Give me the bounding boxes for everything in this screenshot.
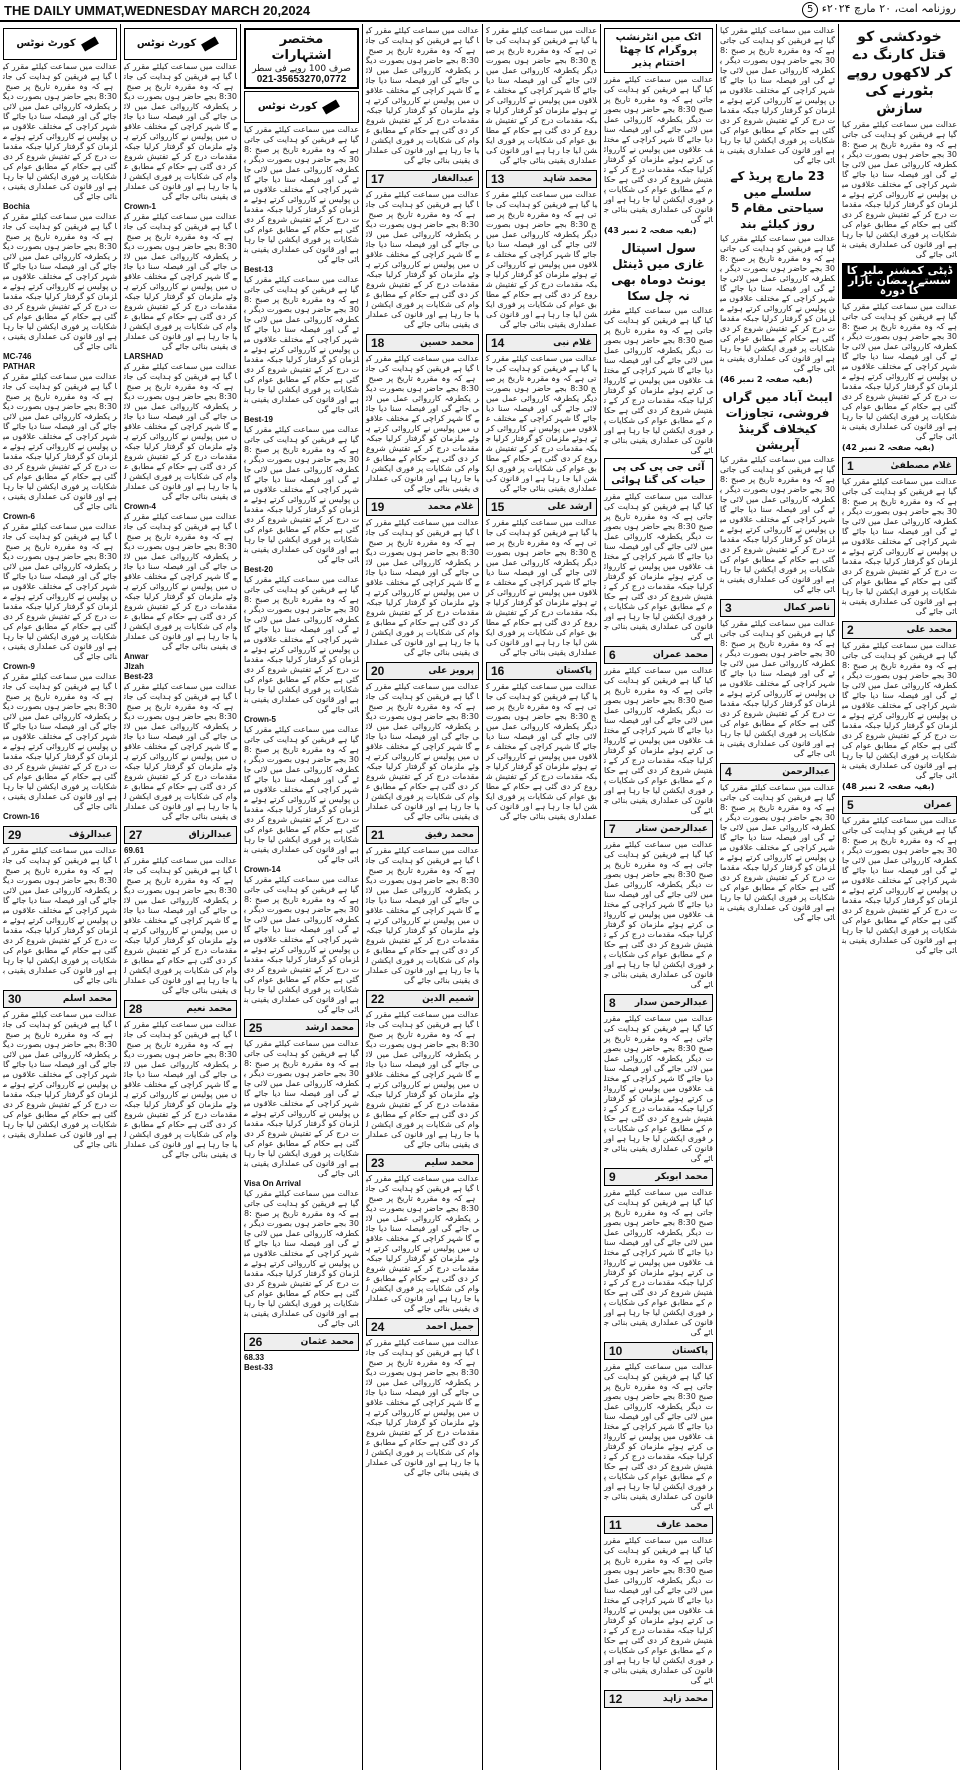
section-number: 17 xyxy=(371,172,385,186)
column-2 xyxy=(716,24,838,1770)
ad-tag: Best-23 xyxy=(124,672,153,681)
article-body: عدالت میں سماعت کیلئے مقرر کیا گیا ہے فریقین کو ہدایت کی جاتی ہے کہ وہ مقررہ تاریخ پر صبح 8:30 بجے حاضر ہوں بصورت دیگر یکطرفہ کارروائی عمل میں لائی جائے گی اور فیصلہ سنا دیا جائے گا شہر کراچی کے مختلف علاقوں میں پولیس نے کارروائی کرتے ہوئے ملزمان کو گرفتار کرلیا جبکہ مقدمات درج کر کے تفتیش شروع کر دی گئی ہے حکام کے مطابق عوام کی شکایات پر فوری ایکشن لیا جا رہا ہے اور قانون کی عملداری یقینی بنائی جائے گی xyxy=(366,1010,479,1149)
ad-tag: Best-19 xyxy=(244,415,273,424)
article-body: عدالت میں سماعت کیلئے مقرر کیا گیا ہے فریقین کو ہدایت کی جاتی ہے کہ وہ مقررہ تاریخ پر صبح 8:30 بجے حاضر ہوں بصورت دیگر یکطرفہ کارروائی عمل میں لائی جائے گی اور فیصلہ سنا دیا جائے گا شہر کراچی کے مختلف علاقوں میں پولیس نے کارروائی کرتے ہوئے ملزمان کو گرفتار کرلیا جبکہ مقدمات درج کر کے تفتیش شروع کر دی گئی ہے حکام کے مطابق عوام کی شکایات پر فوری ایکشن لیا جا رہا ہے اور قانون کی عملداری یقینی بنائی جائے گی xyxy=(366,190,479,329)
section-name: عمران xyxy=(923,800,952,810)
article-body: عدالت میں سماعت کیلئے مقرر کیا گیا ہے فریقین کو ہدایت کی جاتی ہے کہ وہ مقررہ تاریخ پر صبح 8:30 بجے حاضر ہوں بصورت دیگر یکطرفہ کارروائی عمل میں لائی جائے گی اور فیصلہ سنا دیا جائے گا شہر کراچی کے مختلف علاقوں میں پولیس نے کارروائی کرتے ہوئے ملزمان کو گرفتار کرلیا جبکہ مقدمات درج کر کے تفتیش شروع کر دی گئی ہے حکام کے مطابق عوام کی شکایات پر فوری ایکشن لیا جا رہا ہے اور قانون کی عملداری یقینی بنائی جائے گی xyxy=(604,306,713,455)
article-body: عدالت میں سماعت کیلئے مقرر کیا گیا ہے فریقین کو ہدایت کی جاتی ہے کہ وہ مقررہ تاریخ پر صبح 8:30 بجے حاضر ہوں بصورت دیگر یکطرفہ کارروائی عمل میں لائی جائے گی اور فیصلہ سنا دیا جائے گا شہر کراچی کے مختلف علاقوں میں پولیس نے کارروائی کرتے ہوئے ملزمان کو گرفتار کرلیا جبکہ مقدمات درج کر کے تفتیش شروع کر دی گئی ہے حکام کے مطابق عوام کی شکایات پر فوری ایکشن لیا جا رہا ہے اور قانون کی عملداری یقینی بنائی جائے گی xyxy=(842,816,957,955)
article-body: عدالت میں سماعت کیلئے مقرر کیا گیا ہے فریقین کو ہدایت کی جاتی ہے کہ وہ مقررہ تاریخ پر صبح 8:30 بجے حاضر ہوں بصورت دیگر یکطرفہ کارروائی عمل میں لائی جائے گی اور فیصلہ سنا دیا جائے گا شہر کراچی کے مختلف علاقوں میں پولیس نے کارروائی کرتے ہوئے ملزمان کو گرفتار کرلیا جبکہ مقدمات درج کر کے تفتیش شروع کر دی گئی ہے حکام کے مطابق عوام کی شکایات پر فوری ایکشن لیا جا رہا ہے اور قانون کی عملداری یقینی بنائی جائے گی xyxy=(244,275,359,414)
headline-2: 23 مارچ پریڈ کے سلسلے میں سیاحتی مقام 5 روز کیلئے بند xyxy=(730,169,825,231)
continued-ref: (بقیہ صفحہ 2 نمبر 46) xyxy=(720,375,813,384)
article-body: عدالت میں سماعت کیلئے مقرر کیا گیا ہے فریقین کو ہدایت کی جاتی ہے کہ وہ مقررہ تاریخ پر صبح 8:30 بجے حاضر ہوں بصورت دیگر یکطرفہ کارروائی عمل میں لائی جائے گی اور فیصلہ سنا دیا جائے گا شہر کراچی کے مختلف علاقوں میں پولیس نے کارروائی کرتے ہوئے ملزمان کو گرفتار کرلیا جبکہ مقدمات درج کر کے تفتیش شروع کر دی گئی ہے حکام کے مطابق عوام کی شکایات پر فوری ایکشن لیا جا رہا ہے اور قانون کی عملداری یقینی بنائی جائے گی xyxy=(366,846,479,985)
section-name: غلام مصطفیٰ xyxy=(890,461,952,471)
article-body: عدالت میں سماعت کیلئے مقرر کیا گیا ہے فریقین کو ہدایت کی جاتی ہے کہ وہ مقررہ تاریخ پر صبح 8:30 بجے حاضر ہوں بصورت دیگر یکطرفہ کارروائی عمل میں لائی جائے گی اور فیصلہ سنا دیا جائے گا شہر کراچی کے مختلف علاقوں میں پولیس نے کارروائی کرتے ہوئے ملزمان کو گرفتار کرلیا جبکہ مقدمات درج کر کے تفتیش شروع کر دی گئی ہے حکام کے مطابق عوام کی شکایات پر فوری ایکشن لیا جا رہا ہے اور قانون کی عملداری یقینی بنائی جائے گی xyxy=(244,1039,359,1178)
section-header xyxy=(486,334,597,352)
article-body: عدالت میں سماعت کیلئے مقرر کیا گیا ہے فریقین کو ہدایت کی جاتی ہے کہ وہ مقررہ تاریخ پر صبح 8:30 بجے حاضر ہوں بصورت دیگر یکطرفہ کارروائی عمل میں لائی جائے گی اور فیصلہ سنا دیا جائے گا شہر کراچی کے مختلف علاقوں میں پولیس نے کارروائی کرتے ہوئے ملزمان کو گرفتار کرلیا جبکہ مقدمات درج کر کے تفتیش شروع کر دی گئی ہے حکام کے مطابق عوام کی شکایات پر فوری ایکشن لیا جا رہا ہے اور قانون کی عملداری یقینی بنائی جائے گی xyxy=(485,518,597,657)
article-body: عدالت میں سماعت کیلئے مقرر کیا گیا ہے فریقین کو ہدایت کی جاتی ہے کہ وہ مقررہ تاریخ پر صبح 8:30 بجے حاضر ہوں بصورت دیگر یکطرفہ کارروائی عمل میں لائی جائے گی اور فیصلہ سنا دیا جائے گا شہر کراچی کے مختلف علاقوں میں پولیس نے کارروائی کرتے ہوئے ملزمان کو گرفتار کرلیا جبکہ مقدمات درج کر کے تفتیش شروع کر دی گئی ہے حکام کے مطابق عوام کی شکایات پر فوری ایکشن لیا جا رہا ہے اور قانون کی عملداری یقینی بنائی جائے گی xyxy=(244,725,359,864)
ad-tag: Best-20 xyxy=(244,565,273,574)
ad-tag: Best-13 xyxy=(244,265,273,274)
section-number: 23 xyxy=(371,1156,385,1170)
ad-name: LARSHAD xyxy=(124,352,164,361)
article-body: عدالت میں سماعت کیلئے مقرر کیا گیا ہے فریقین کو ہدایت کی جاتی ہے کہ وہ مقررہ تاریخ پر صبح 8:30 بجے حاضر ہوں بصورت دیگر یکطرفہ کارروائی عمل میں لائی جائے گی اور فیصلہ سنا دیا جائے گا شہر کراچی کے مختلف علاقوں میں پولیس نے کارروائی کرتے ہوئے ملزمان کو گرفتار کرلیا جبکہ مقدمات درج کر کے تفتیش شروع کر دی گئی ہے حکام کے مطابق عوام کی شکایات پر فوری ایکشن لیا جا رہا ہے اور قانون کی عملداری یقینی بنائی جائے گی xyxy=(604,1188,713,1337)
section-header xyxy=(366,990,479,1008)
visa-text: Visa On Arrival xyxy=(244,1179,301,1188)
ad-tag: Crown-1 xyxy=(124,202,156,211)
section-name: غلام محمد xyxy=(427,502,474,512)
article-body: عدالت میں سماعت کیلئے مقرر کیا گیا ہے فریقین کو ہدایت کی جاتی ہے کہ وہ مقررہ تاریخ پر صبح 8:30 بجے حاضر ہوں بصورت دیگر یکطرفہ کارروائی عمل میں لائی جائے گی اور فیصلہ سنا دیا جائے گا شہر کراچی کے مختلف علاقوں میں پولیس نے کارروائی کرتے ہوئے ملزمان کو گرفتار کرلیا جبکہ مقدمات درج کر کے تفتیش شروع کر دی گئی ہے حکام کے مطابق عوام کی شکایات پر فوری ایکشن لیا جا رہا ہے اور قانون کی عملداری یقینی بنائی جائے گی xyxy=(842,302,957,441)
section-header xyxy=(366,334,479,352)
article-body: عدالت میں سماعت کیلئے مقرر کیا گیا ہے فریقین کو ہدایت کی جاتی ہے کہ وہ مقررہ تاریخ پر صبح 8:30 بجے حاضر ہوں بصورت دیگر یکطرفہ کارروائی عمل میں لائی جائے گی اور فیصلہ سنا دیا جائے گا شہر کراچی کے مختلف علاقوں میں پولیس نے کارروائی کرتے ہوئے ملزمان کو گرفتار کرلیا جبکہ مقدمات درج کر کے تفتیش شروع کر دی گئی ہے حکام کے مطابق عوام کی شکایات پر فوری ایکشن لیا جا رہا ہے اور قانون کی عملداری یقینی بنائی جائے گی xyxy=(3,672,117,811)
article-body: عدالت میں سماعت کیلئے مقرر کیا گیا ہے فریقین کو ہدایت کی جاتی ہے کہ وہ مقررہ تاریخ پر صبح 8:30 بجے حاضر ہوں بصورت دیگر یکطرفہ کارروائی عمل میں لائی جائے گی اور فیصلہ سنا دیا جائے گا شہر کراچی کے مختلف علاقوں میں پولیس نے کارروائی کرتے ہوئے ملزمان کو گرفتار کرلیا جبکہ مقدمات درج کر کے تفتیش شروع کر دی گئی ہے حکام کے مطابق عوام کی شکایات پر فوری ایکشن لیا جا رہا ہے اور قانون کی عملداری یقینی بنائی جائے گی xyxy=(244,875,359,1014)
column-7 xyxy=(120,24,240,1770)
article-body: عدالت میں سماعت کیلئے مقرر کیا گیا ہے فریقین کو ہدایت کی جاتی ہے کہ وہ مقررہ تاریخ پر صبح 8:30 بجے حاضر ہوں بصورت دیگر یکطرفہ کارروائی عمل میں لائی جائے گی اور فیصلہ سنا دیا جائے گا شہر کراچی کے مختلف علاقوں میں پولیس نے کارروائی کرتے ہوئے ملزمان کو گرفتار کرلیا جبکہ مقدمات درج کر کے تفتیش شروع کر دی گئی ہے حکام کے مطابق عوام کی شکایات پر فوری ایکشن لیا جا رہا ہے اور قانون کی عملداری یقینی بنائی جائے گی xyxy=(366,26,479,165)
ad-name: Jlzah xyxy=(124,662,145,671)
article-body: عدالت میں سماعت کیلئے مقرر کیا گیا ہے فریقین کو ہدایت کی جاتی ہے کہ وہ مقررہ تاریخ پر صبح 8:30 بجے حاضر ہوں بصورت دیگر یکطرفہ کارروائی عمل میں لائی جائے گی اور فیصلہ سنا دیا جائے گا شہر کراچی کے مختلف علاقوں میں پولیس نے کارروائی کرتے ہوئے ملزمان کو گرفتار کرلیا جبکہ مقدمات درج کر کے تفتیش شروع کر دی گئی ہے حکام کے مطابق عوام کی شکایات پر فوری ایکشن لیا جا رہا ہے اور قانون کی عملداری یقینی بنائی جائے گی xyxy=(3,522,117,661)
column-5 xyxy=(362,24,482,1770)
masthead-urdu-text: روزنامہ امت، ۲۰ مارچ ۲۰۲۴ء xyxy=(821,2,956,15)
section-header xyxy=(720,763,835,781)
article-body: عدالت میں سماعت کیلئے مقرر کیا گیا ہے فریقین کو ہدایت کی جاتی ہے کہ وہ مقررہ تاریخ پر صبح 8:30 بجے حاضر ہوں بصورت دیگر یکطرفہ کارروائی عمل میں لائی جائے گی اور فیصلہ سنا دیا جائے گا شہر کراچی کے مختلف علاقوں میں پولیس نے کارروائی کرتے ہوئے ملزمان کو گرفتار کرلیا جبکہ مقدمات درج کر کے تفتیش شروع کر دی گئی ہے حکام کے مطابق عوام کی شکایات پر فوری ایکشن لیا جا رہا ہے اور قانون کی عملداری یقینی بنائی جائے گی xyxy=(3,1010,117,1149)
gavel-icon xyxy=(201,37,219,52)
article-body: عدالت میں سماعت کیلئے مقرر کیا گیا ہے فریقین کو ہدایت کی جاتی ہے کہ وہ مقررہ تاریخ پر صبح 8:30 بجے حاضر ہوں بصورت دیگر یکطرفہ کارروائی عمل میں لائی جائے گی اور فیصلہ سنا دیا جائے گا شہر کراچی کے مختلف علاقوں میں پولیس نے کارروائی کرتے ہوئے ملزمان کو گرفتار کرلیا جبکہ مقدمات درج کر کے تفتیش شروع کر دی گئی ہے حکام کے مطابق عوام کی شکایات پر فوری ایکشن لیا جا رہا ہے اور قانون کی عملداری یقینی بنائی جائے گی xyxy=(720,455,835,594)
section-name: پاکستان xyxy=(556,666,592,676)
column-4 xyxy=(482,24,600,1770)
article-body: عدالت میں سماعت کیلئے مقرر کیا گیا ہے فریقین کو ہدایت کی جاتی ہے کہ وہ مقررہ تاریخ پر صبح 8:30 بجے حاضر ہوں بصورت دیگر یکطرفہ کارروائی عمل میں لائی جائے گی اور فیصلہ سنا دیا جائے گا شہر کراچی کے مختلف علاقوں میں پولیس نے کارروائی کرتے ہوئے ملزمان کو گرفتار کرلیا جبکہ مقدمات درج کر کے تفتیش شروع کر دی گئی ہے حکام کے مطابق عوام کی شکایات پر فوری ایکشن لیا جا رہا ہے اور قانون کی عملداری یقینی بنائی جائے گی xyxy=(485,354,597,493)
article-body: عدالت میں سماعت کیلئے مقرر کیا گیا ہے فریقین کو ہدایت کی جاتی ہے کہ وہ مقررہ تاریخ پر صبح 8:30 بجے حاضر ہوں بصورت دیگر یکطرفہ کارروائی عمل میں لائی جائے گی اور فیصلہ سنا دیا جائے گا شہر کراچی کے مختلف علاقوں میں پولیس نے کارروائی کرتے ہوئے ملزمان کو گرفتار کرلیا جبکہ مقدمات درج کر کے تفتیش شروع کر دی گئی ہے حکام کے مطابق عوام کی شکایات پر فوری ایکشن لیا جا رہا ہے اور قانون کی عملداری یقینی بنائی جائے گی xyxy=(604,666,713,815)
section-number: 11 xyxy=(609,1518,622,1532)
article-body: عدالت میں سماعت کیلئے مقرر کیا گیا ہے فریقین کو ہدایت کی جاتی ہے کہ وہ مقررہ تاریخ پر صبح 8:30 بجے حاضر ہوں بصورت دیگر یکطرفہ کارروائی عمل میں لائی جائے گی اور فیصلہ سنا دیا جائے گا شہر کراچی کے مختلف علاقوں میں پولیس نے کارروائی کرتے ہوئے ملزمان کو گرفتار کرلیا جبکہ مقدمات درج کر کے تفتیش شروع کر دی گئی ہے حکام کے مطابق عوام کی شکایات پر فوری ایکشن لیا جا رہا ہے اور قانون کی عملداری یقینی بنائی جائے گی xyxy=(485,26,597,165)
article-body: عدالت میں سماعت کیلئے مقرر کیا گیا ہے فریقین کو ہدایت کی جاتی ہے کہ وہ مقررہ تاریخ پر صبح 8:30 بجے حاضر ہوں بصورت دیگر یکطرفہ کارروائی عمل میں لائی جائے گی اور فیصلہ سنا دیا جائے گا شہر کراچی کے مختلف علاقوں میں پولیس نے کارروائی کرتے ہوئے ملزمان کو گرفتار کرلیا جبکہ مقدمات درج کر کے تفتیش شروع کر دی گئی ہے حکام کے مطابق عوام کی شکایات پر فوری ایکشن لیا جا رہا ہے اور قانون کی عملداری یقینی بنائی جائے گی xyxy=(244,1189,359,1328)
section-number: 24 xyxy=(371,1320,385,1334)
headline-3: ایبٹ آباد میں گراں فروشی، تجاوزات کیخلاف گرینڈ آپریشن xyxy=(722,390,833,452)
section-header xyxy=(366,662,479,680)
section-number: 28 xyxy=(129,1002,143,1016)
ad-tag: Best-33 xyxy=(244,1363,273,1372)
amount-text: 68.33 xyxy=(244,1353,265,1362)
section-number: 7 xyxy=(609,822,616,836)
court-notice-label: کورٹ نوٹس xyxy=(136,38,197,49)
section-header xyxy=(3,990,117,1008)
section-name: پرویز علی xyxy=(428,666,474,676)
article-body: عدالت میں سماعت کیلئے مقرر کیا گیا ہے فریقین کو ہدایت کی جاتی ہے کہ وہ مقررہ تاریخ پر صبح 8:30 بجے حاضر ہوں بصورت دیگر یکطرفہ کارروائی عمل میں لائی جائے گی اور فیصلہ سنا دیا جائے گا شہر کراچی کے مختلف علاقوں میں پولیس نے کارروائی کرتے ہوئے ملزمان کو گرفتار کرلیا جبکہ مقدمات درج کر کے تفتیش شروع کر دی گئی ہے حکام کے مطابق عوام کی شکایات پر فوری ایکشن لیا جا رہا ہے اور قانون کی عملداری یقینی بنائی جائے گی xyxy=(244,125,359,264)
section-name: محمد زاہد xyxy=(662,1694,708,1704)
section-header xyxy=(604,646,713,664)
article-body: عدالت میں سماعت کیلئے مقرر کیا گیا ہے فریقین کو ہدایت کی جاتی ہے کہ وہ مقررہ تاریخ پر صبح 8:30 بجے حاضر ہوں بصورت دیگر یکطرفہ کارروائی عمل میں لائی جائے گی اور فیصلہ سنا دیا جائے گا شہر کراچی کے مختلف علاقوں میں پولیس نے کارروائی کرتے ہوئے ملزمان کو گرفتار کرلیا جبکہ مقدمات درج کر کے تفتیش شروع کر دی گئی ہے حکام کے مطابق عوام کی شکایات پر فوری ایکشن لیا جا رہا ہے اور قانون کی عملداری یقینی بنائی جائے گی xyxy=(124,1020,237,1159)
section-name: عبدالرحمن سدار xyxy=(634,998,708,1008)
section-number: 26 xyxy=(249,1335,263,1349)
section-header xyxy=(366,1318,479,1336)
section-name: جمیل احمد xyxy=(425,1322,474,1332)
section-header xyxy=(366,498,479,516)
boxed-headline: اٹک میں انٹرنشپ پروگرام کا چھٹا اختتام پذیر xyxy=(604,28,713,73)
section-name: محمد سلیم xyxy=(424,1158,474,1168)
article-body: عدالت میں سماعت کیلئے مقرر کیا گیا ہے فریقین کو ہدایت کی جاتی ہے کہ وہ مقررہ تاریخ پر صبح 8:30 بجے حاضر ہوں بصورت دیگر یکطرفہ کارروائی عمل میں لائی جائے گی اور فیصلہ سنا دیا جائے گا شہر کراچی کے مختلف علاقوں میں پولیس نے کارروائی کرتے ہوئے ملزمان کو گرفتار کرلیا جبکہ مقدمات درج کر کے تفتیش شروع کر دی گئی ہے حکام کے مطابق عوام کی شکایات پر فوری ایکشن لیا جا رہا ہے اور قانون کی عملداری یقینی بنائی جائے گی xyxy=(124,62,237,201)
section-name: پاکستان xyxy=(672,1346,708,1356)
section-number: 2 xyxy=(847,623,854,637)
section-header xyxy=(604,1690,713,1708)
article-body: عدالت میں سماعت کیلئے مقرر کیا گیا ہے فریقین کو ہدایت کی جاتی ہے کہ وہ مقررہ تاریخ پر صبح 8:30 بجے حاضر ہوں بصورت دیگر یکطرفہ کارروائی عمل میں لائی جائے گی اور فیصلہ سنا دیا جائے گا شہر کراچی کے مختلف علاقوں میں پولیس نے کارروائی کرتے ہوئے ملزمان کو گرفتار کرلیا جبکہ مقدمات درج کر کے تفتیش شروع کر دی گئی ہے حکام کے مطابق عوام کی شکایات پر فوری ایکشن لیا جا رہا ہے اور قانون کی عملداری یقینی بنائی جائے گی xyxy=(366,518,479,657)
article-body: عدالت میں سماعت کیلئے مقرر کیا گیا ہے فریقین کو ہدایت کی جاتی ہے کہ وہ مقررہ تاریخ پر صبح 8:30 بجے حاضر ہوں بصورت دیگر یکطرفہ کارروائی عمل میں لائی جائے گی اور فیصلہ سنا دیا جائے گا شہر کراچی کے مختلف علاقوں میں پولیس نے کارروائی کرتے ہوئے ملزمان کو گرفتار کرلیا جبکہ مقدمات درج کر کے تفتیش شروع کر دی گئی ہے حکام کے مطابق عوام کی شکایات پر فوری ایکشن لیا جا رہا ہے اور قانون کی عملداری یقینی بنائی جائے گی xyxy=(604,1362,713,1511)
section-number: 19 xyxy=(371,500,385,514)
section-header xyxy=(244,1333,359,1351)
section-header xyxy=(366,826,479,844)
section-number: 14 xyxy=(491,336,505,350)
court-notice-header xyxy=(124,28,237,60)
section-header xyxy=(604,994,713,1012)
article-body: عدالت میں سماعت کیلئے مقرر کیا گیا ہے فریقین کو ہدایت کی جاتی ہے کہ وہ مقررہ تاریخ پر صبح 8:30 بجے حاضر ہوں بصورت دیگر یکطرفہ کارروائی عمل میں لائی جائے گی اور فیصلہ سنا دیا جائے گا شہر کراچی کے مختلف علاقوں میں پولیس نے کارروائی کرتے ہوئے ملزمان کو گرفتار کرلیا جبکہ مقدمات درج کر کے تفتیش شروع کر دی گئی ہے حکام کے مطابق عوام کی شکایات پر فوری ایکشن لیا جا رہا ہے اور قانون کی عملداری یقینی بنائی جائے گی xyxy=(124,212,237,351)
section-header xyxy=(604,1516,713,1534)
section-name: محمد ارشد xyxy=(305,1023,354,1033)
article-body: عدالت میں سماعت کیلئے مقرر کیا گیا ہے فریقین کو ہدایت کی جاتی ہے کہ وہ مقررہ تاریخ پر صبح 8:30 بجے حاضر ہوں بصورت دیگر یکطرفہ کارروائی عمل میں لائی جائے گی اور فیصلہ سنا دیا جائے گا شہر کراچی کے مختلف علاقوں میں پولیس نے کارروائی کرتے ہوئے ملزمان کو گرفتار کرلیا جبکہ مقدمات درج کر کے تفتیش شروع کر دی گئی ہے حکام کے مطابق عوام کی شکایات پر فوری ایکشن لیا جا رہا ہے اور قانون کی عملداری یقینی بنائی جائے گی xyxy=(604,1536,713,1685)
classified-ads-header xyxy=(244,28,359,89)
ad-name: Bochia xyxy=(3,202,30,211)
amount-text: 69.61 xyxy=(124,846,145,855)
section-number: 29 xyxy=(8,828,22,842)
article-body: عدالت میں سماعت کیلئے مقرر کیا گیا ہے فریقین کو ہدایت کی جاتی ہے کہ وہ مقررہ تاریخ پر صبح 8:30 بجے حاضر ہوں بصورت دیگر یکطرفہ کارروائی عمل میں لائی جائے گی اور فیصلہ سنا دیا جائے گا شہر کراچی کے مختلف علاقوں میں پولیس نے کارروائی کرتے ہوئے ملزمان کو گرفتار کرلیا جبکہ مقدمات درج کر کے تفتیش شروع کر دی گئی ہے حکام کے مطابق عوام کی شکایات پر فوری ایکشن لیا جا رہا ہے اور قانون کی عملداری یقینی بنائی جائے گی xyxy=(244,575,359,714)
article-body: عدالت میں سماعت کیلئے مقرر کیا گیا ہے فریقین کو ہدایت کی جاتی ہے کہ وہ مقررہ تاریخ پر صبح 8:30 بجے حاضر ہوں بصورت دیگر یکطرفہ کارروائی عمل میں لائی جائے گی اور فیصلہ سنا دیا جائے گا شہر کراچی کے مختلف علاقوں میں پولیس نے کارروائی کرتے ہوئے ملزمان کو گرفتار کرلیا جبکہ مقدمات درج کر کے تفتیش شروع کر دی گئی ہے حکام کے مطابق عوام کی شکایات پر فوری ایکشن لیا جا رہا ہے اور قانون کی عملداری یقینی بنائی جائے گی xyxy=(604,1014,713,1163)
section-name: محمد رفیق xyxy=(424,830,474,840)
column-3 xyxy=(600,24,716,1770)
ad-tag: Crown-16 xyxy=(3,812,40,821)
article-body: عدالت میں سماعت کیلئے مقرر کیا گیا ہے فریقین کو ہدایت کی جاتی ہے کہ وہ مقررہ تاریخ پر صبح 8:30 بجے حاضر ہوں بصورت دیگر یکطرفہ کارروائی عمل میں لائی جائے گی اور فیصلہ سنا دیا جائے گا شہر کراچی کے مختلف علاقوں میں پولیس نے کارروائی کرتے ہوئے ملزمان کو گرفتار کرلیا جبکہ مقدمات درج کر کے تفتیش شروع کر دی گئی ہے حکام کے مطابق عوام کی شکایات پر فوری ایکشن لیا جا رہا ہے اور قانون کی عملداری یقینی بنائی جائے گی xyxy=(604,75,713,224)
section-name: عبدالرزاق xyxy=(188,830,232,840)
article-body: عدالت میں سماعت کیلئے مقرر کیا گیا ہے فریقین کو ہدایت کی جاتی ہے کہ وہ مقررہ تاریخ پر صبح 8:30 بجے حاضر ہوں بصورت دیگر یکطرفہ کارروائی عمل میں لائی جائے گی اور فیصلہ سنا دیا جائے گا شہر کراچی کے مختلف علاقوں میں پولیس نے کارروائی کرتے ہوئے ملزمان کو گرفتار کرلیا جبکہ مقدمات درج کر کے تفتیش شروع کر دی گئی ہے حکام کے مطابق عوام کی شکایات پر فوری ایکشن لیا جا رہا ہے اور قانون کی عملداری یقینی بنائی جائے گی xyxy=(720,26,835,165)
section-number: 8 xyxy=(609,996,616,1010)
section-number: 27 xyxy=(129,828,143,842)
section-header xyxy=(604,820,713,838)
section-number: 5 xyxy=(847,798,854,812)
section-name: عبدالرحمن xyxy=(782,767,830,777)
section-number: 25 xyxy=(249,1021,263,1035)
section-number: 15 xyxy=(491,500,505,514)
court-notice-header xyxy=(244,91,359,123)
section-name: محمد ابوبکر xyxy=(655,1172,708,1182)
court-notice-label: کورٹ نوٹس xyxy=(16,38,76,49)
article-body: عدالت میں سماعت کیلئے مقرر کیا گیا ہے فریقین کو ہدایت کی جاتی ہے کہ وہ مقررہ تاریخ پر صبح 8:30 بجے حاضر ہوں بصورت دیگر یکطرفہ کارروائی عمل میں لائی جائے گی اور فیصلہ سنا دیا جائے گا شہر کراچی کے مختلف علاقوں میں پولیس نے کارروائی کرتے ہوئے ملزمان کو گرفتار کرلیا جبکہ مقدمات درج کر کے تفتیش شروع کر دی گئی ہے حکام کے مطابق عوام کی شکایات پر فوری ایکشن لیا جا رہا ہے اور قانون کی عملداری یقینی بنائی جائے گی xyxy=(366,682,479,821)
section-name: شمیم الدین xyxy=(422,994,474,1004)
section-header xyxy=(124,1000,237,1018)
section-name: غلام نبی xyxy=(553,338,592,348)
section-number: 21 xyxy=(371,828,385,842)
subheadline-box: ڈپٹی کمشنر ملیر کا سستے رمضان بازار کا دورہ xyxy=(842,263,957,299)
ad-name: PATHAR xyxy=(3,362,36,371)
boxed-headline: آئی جی پی کی پی حیات کی گنا ہوائی xyxy=(604,458,713,490)
continued-ref: (بقیہ صفحہ 2 نمبر 43) xyxy=(604,226,697,235)
article-body: عدالت میں سماعت کیلئے مقرر کیا گیا ہے فریقین کو ہدایت کی جاتی ہے کہ وہ مقررہ تاریخ پر صبح 8:30 بجے حاضر ہوں بصورت دیگر یکطرفہ کارروائی عمل میں لائی جائے گی اور فیصلہ سنا دیا جائے گا شہر کراچی کے مختلف علاقوں میں پولیس نے کارروائی کرتے ہوئے ملزمان کو گرفتار کرلیا جبکہ مقدمات درج کر کے تفتیش شروع کر دی گئی ہے حکام کے مطابق عوام کی شکایات پر فوری ایکشن لیا جا رہا ہے اور قانون کی عملداری یقینی بنائی جائے گی xyxy=(604,492,713,641)
article-body: عدالت میں سماعت کیلئے مقرر کیا گیا ہے فریقین کو ہدایت کی جاتی ہے کہ وہ مقررہ تاریخ پر صبح 8:30 بجے حاضر ہوں بصورت دیگر یکطرفہ کارروائی عمل میں لائی جائے گی اور فیصلہ سنا دیا جائے گا شہر کراچی کے مختلف علاقوں میں پولیس نے کارروائی کرتے ہوئے ملزمان کو گرفتار کرلیا جبکہ مقدمات درج کر کے تفتیش شروع کر دی گئی ہے حکام کے مطابق عوام کی شکایات پر فوری ایکشن لیا جا رہا ہے اور قانون کی عملداری یقینی بنائی جائے گی xyxy=(366,1338,479,1477)
section-number: 6 xyxy=(609,648,616,662)
column-6 xyxy=(240,24,362,1770)
article-body: عدالت میں سماعت کیلئے مقرر کیا گیا ہے فریقین کو ہدایت کی جاتی ہے کہ وہ مقررہ تاریخ پر صبح 8:30 بجے حاضر ہوں بصورت دیگر یکطرفہ کارروائی عمل میں لائی جائے گی اور فیصلہ سنا دیا جائے گا شہر کراچی کے مختلف علاقوں میں پولیس نے کارروائی کرتے ہوئے ملزمان کو گرفتار کرلیا جبکہ مقدمات درج کر کے تفتیش شروع کر دی گئی ہے حکام کے مطابق عوام کی شکایات پر فوری ایکشن لیا جا رہا ہے اور قانون کی عملداری یقینی بنائی جائے گی xyxy=(124,856,237,995)
article-body: عدالت میں سماعت کیلئے مقرر کیا گیا ہے فریقین کو ہدایت کی جاتی ہے کہ وہ مقررہ تاریخ پر صبح 8:30 بجے حاضر ہوں بصورت دیگر یکطرفہ کارروائی عمل میں لائی جائے گی اور فیصلہ سنا دیا جائے گا شہر کراچی کے مختلف علاقوں میں پولیس نے کارروائی کرتے ہوئے ملزمان کو گرفتار کرلیا جبکہ مقدمات درج کر کے تفتیش شروع کر دی گئی ہے حکام کے مطابق عوام کی شکایات پر فوری ایکشن لیا جا رہا ہے اور قانون کی عملداری یقینی بنائی جائے گی xyxy=(3,372,117,511)
section-name: ارشد علی xyxy=(547,502,592,512)
section-number: 3 xyxy=(725,601,732,615)
ad-name: MC-746 xyxy=(3,352,32,361)
section-header xyxy=(486,170,597,188)
section-header xyxy=(244,1019,359,1037)
ad-name: Anwar xyxy=(124,652,149,661)
section-number: 12 xyxy=(609,1692,623,1706)
headline-dental: سول اسپتال غازی میں ڈینٹل یونٹ دوماہ بھی نہ چل سکا xyxy=(611,241,706,303)
section-name: ناصر کمال xyxy=(783,603,830,613)
masthead-title-english: THE DAILY UMMAT,WEDNESDAY MARCH 20,2024 xyxy=(4,2,311,18)
column-1 xyxy=(838,24,960,1770)
continued-ref: (بقیہ صفحہ 2 نمبر 42) xyxy=(842,443,935,452)
ads-title: مختصر اشتہارات xyxy=(271,32,332,63)
section-name: عبدالرحمن ستار xyxy=(636,824,708,834)
section-header xyxy=(842,457,957,475)
section-number: 4 xyxy=(725,765,732,779)
article-body: عدالت میں سماعت کیلئے مقرر کیا گیا ہے فریقین کو ہدایت کی جاتی ہے کہ وہ مقررہ تاریخ پر صبح 8:30 بجے حاضر ہوں بصورت دیگر یکطرفہ کارروائی عمل میں لائی جائے گی اور فیصلہ سنا دیا جائے گا شہر کراچی کے مختلف علاقوں میں پولیس نے کارروائی کرتے ہوئے ملزمان کو گرفتار کرلیا جبکہ مقدمات درج کر کے تفتیش شروع کر دی گئی ہے حکام کے مطابق عوام کی شکایات پر فوری ایکشن لیا جا رہا ہے اور قانون کی عملداری یقینی بنائی جائے گی xyxy=(366,1174,479,1313)
section-name: محمد عمران xyxy=(653,650,708,660)
section-name: محمد شاہد xyxy=(542,174,592,184)
article-body: عدالت میں سماعت کیلئے مقرر کیا گیا ہے فریقین کو ہدایت کی جاتی ہے کہ وہ مقررہ تاریخ پر صبح 8:30 بجے حاضر ہوں بصورت دیگر یکطرفہ کارروائی عمل میں لائی جائے گی اور فیصلہ سنا دیا جائے گا شہر کراچی کے مختلف علاقوں میں پولیس نے کارروائی کرتے ہوئے ملزمان کو گرفتار کرلیا جبکہ مقدمات درج کر کے تفتیش شروع کر دی گئی ہے حکام کے مطابق عوام کی شکایات پر فوری ایکشن لیا جا رہا ہے اور قانون کی عملداری یقینی بنائی جائے گی xyxy=(720,234,835,373)
section-header xyxy=(124,826,237,844)
article-body: عدالت میں سماعت کیلئے مقرر کیا گیا ہے فریقین کو ہدایت کی جاتی ہے کہ وہ مقررہ تاریخ پر صبح 8:30 بجے حاضر ہوں بصورت دیگر یکطرفہ کارروائی عمل میں لائی جائے گی اور فیصلہ سنا دیا جائے گا شہر کراچی کے مختلف علاقوں میں پولیس نے کارروائی کرتے ہوئے ملزمان کو گرفتار کرلیا جبکہ مقدمات درج کر کے تفتیش شروع کر دی گئی ہے حکام کے مطابق عوام کی شکایات پر فوری ایکشن لیا جا رہا ہے اور قانون کی عملداری یقینی بنائی جائے گی xyxy=(366,354,479,493)
columns xyxy=(0,24,960,1772)
ad-tag: Crown-4 xyxy=(124,502,156,511)
ads-phone: 021-35653270,0772 xyxy=(256,74,347,85)
ad-tag: Crown-6 xyxy=(3,512,35,521)
section-number: 10 xyxy=(609,1344,623,1358)
section-header xyxy=(486,662,597,680)
section-number: 20 xyxy=(371,664,385,678)
column-8 xyxy=(0,24,120,1770)
headline-main: خودکشی کو قتل کارنگ دے کر لاکھوں روپے بٹورنے کی سازش xyxy=(846,29,953,117)
section-header xyxy=(3,826,117,844)
section-number: 1 xyxy=(847,459,854,473)
gavel-icon xyxy=(322,100,340,115)
section-header xyxy=(366,170,479,188)
article-body: عدالت میں سماعت کیلئے مقرر کیا گیا ہے فریقین کو ہدایت کی جاتی ہے کہ وہ مقررہ تاریخ پر صبح 8:30 بجے حاضر ہوں بصورت دیگر یکطرفہ کارروائی عمل میں لائی جائے گی اور فیصلہ سنا دیا جائے گا شہر کراچی کے مختلف علاقوں میں پولیس نے کارروائی کرتے ہوئے ملزمان کو گرفتار کرلیا جبکہ مقدمات درج کر کے تفتیش شروع کر دی گئی ہے حکام کے مطابق عوام کی شکایات پر فوری ایکشن لیا جا رہا ہے اور قانون کی عملداری یقینی بنائی جائے گی xyxy=(842,477,957,616)
court-notice-label: کورٹ نوٹس xyxy=(257,101,318,112)
article-body: عدالت میں سماعت کیلئے مقرر کیا گیا ہے فریقین کو ہدایت کی جاتی ہے کہ وہ مقررہ تاریخ پر صبح 8:30 بجے حاضر ہوں بصورت دیگر یکطرفہ کارروائی عمل میں لائی جائے گی اور فیصلہ سنا دیا جائے گا شہر کراچی کے مختلف علاقوں میں پولیس نے کارروائی کرتے ہوئے ملزمان کو گرفتار کرلیا جبکہ مقدمات درج کر کے تفتیش شروع کر دی گئی ہے حکام کے مطابق عوام کی شکایات پر فوری ایکشن لیا جا رہا ہے اور قانون کی عملداری یقینی بنائی جائے گی xyxy=(485,190,597,329)
section-name: محمد نعیم xyxy=(186,1004,232,1014)
article-body: عدالت میں سماعت کیلئے مقرر کیا گیا ہے فریقین کو ہدایت کی جاتی ہے کہ وہ مقررہ تاریخ پر صبح 8:30 بجے حاضر ہوں بصورت دیگر یکطرفہ کارروائی عمل میں لائی جائے گی اور فیصلہ سنا دیا جائے گا شہر کراچی کے مختلف علاقوں میں پولیس نے کارروائی کرتے ہوئے ملزمان کو گرفتار کرلیا جبکہ مقدمات درج کر کے تفتیش شروع کر دی گئی ہے حکام کے مطابق عوام کی شکایات پر فوری ایکشن لیا جا رہا ہے اور قانون کی عملداری یقینی بنائی جائے گی xyxy=(842,120,957,259)
section-number: 13 xyxy=(491,172,505,186)
article-body: عدالت میں سماعت کیلئے مقرر کیا گیا ہے فریقین کو ہدایت کی جاتی ہے کہ وہ مقررہ تاریخ پر صبح 8:30 بجے حاضر ہوں بصورت دیگر یکطرفہ کارروائی عمل میں لائی جائے گی اور فیصلہ سنا دیا جائے گا شہر کراچی کے مختلف علاقوں میں پولیس نے کارروائی کرتے ہوئے ملزمان کو گرفتار کرلیا جبکہ مقدمات درج کر کے تفتیش شروع کر دی گئی ہے حکام کے مطابق عوام کی شکایات پر فوری ایکشن لیا جا رہا ہے اور قانون کی عملداری یقینی بنائی جائے گی xyxy=(3,846,117,985)
page-number: 5 xyxy=(802,2,818,18)
ad-tag: Crown-14 xyxy=(244,865,281,874)
article-body: عدالت میں سماعت کیلئے مقرر کیا گیا ہے فریقین کو ہدایت کی جاتی ہے کہ وہ مقررہ تاریخ پر صبح 8:30 بجے حاضر ہوں بصورت دیگر یکطرفہ کارروائی عمل میں لائی جائے گی اور فیصلہ سنا دیا جائے گا شہر کراچی کے مختلف علاقوں میں پولیس نے کارروائی کرتے ہوئے ملزمان کو گرفتار کرلیا جبکہ مقدمات درج کر کے تفتیش شروع کر دی گئی ہے حکام کے مطابق عوام کی شکایات پر فوری ایکشن لیا جا رہا ہے اور قانون کی عملداری یقینی بنائی جائے گی xyxy=(604,840,713,989)
section-name: عبدالغفار xyxy=(432,174,474,184)
section-name: محمد عثمان xyxy=(300,1337,354,1347)
section-number: 16 xyxy=(491,664,505,678)
section-header xyxy=(604,1342,713,1360)
section-header xyxy=(486,498,597,516)
ad-tag: Crown-9 xyxy=(3,662,35,671)
article-body: عدالت میں سماعت کیلئے مقرر کیا گیا ہے فریقین کو ہدایت کی جاتی ہے کہ وہ مقررہ تاریخ پر صبح 8:30 بجے حاضر ہوں بصورت دیگر یکطرفہ کارروائی عمل میں لائی جائے گی اور فیصلہ سنا دیا جائے گا شہر کراچی کے مختلف علاقوں میں پولیس نے کارروائی کرتے ہوئے ملزمان کو گرفتار کرلیا جبکہ مقدمات درج کر کے تفتیش شروع کر دی گئی ہے حکام کے مطابق عوام کی شکایات پر فوری ایکشن لیا جا رہا ہے اور قانون کی عملداری یقینی بنائی جائے گی xyxy=(124,682,237,821)
masthead-title-urdu xyxy=(798,2,956,18)
section-number: 30 xyxy=(8,992,22,1006)
section-number: 18 xyxy=(371,336,385,350)
section-number: 22 xyxy=(371,992,385,1006)
article-body: عدالت میں سماعت کیلئے مقرر کیا گیا ہے فریقین کو ہدایت کی جاتی ہے کہ وہ مقررہ تاریخ پر صبح 8:30 بجے حاضر ہوں بصورت دیگر یکطرفہ کارروائی عمل میں لائی جائے گی اور فیصلہ سنا دیا جائے گا شہر کراچی کے مختلف علاقوں میں پولیس نے کارروائی کرتے ہوئے ملزمان کو گرفتار کرلیا جبکہ مقدمات درج کر کے تفتیش شروع کر دی گئی ہے حکام کے مطابق عوام کی شکایات پر فوری ایکشن لیا جا رہا ہے اور قانون کی عملداری یقینی بنائی جائے گی xyxy=(485,682,597,821)
ad-tag: Crown-5 xyxy=(244,715,276,724)
section-header xyxy=(604,1168,713,1186)
section-name: محمد اسلم xyxy=(62,994,112,1004)
section-name: محمد علی xyxy=(906,625,952,635)
article-body: عدالت میں سماعت کیلئے مقرر کیا گیا ہے فریقین کو ہدایت کی جاتی ہے کہ وہ مقررہ تاریخ پر صبح 8:30 بجے حاضر ہوں بصورت دیگر یکطرفہ کارروائی عمل میں لائی جائے گی اور فیصلہ سنا دیا جائے گا شہر کراچی کے مختلف علاقوں میں پولیس نے کارروائی کرتے ہوئے ملزمان کو گرفتار کرلیا جبکہ مقدمات درج کر کے تفتیش شروع کر دی گئی ہے حکام کے مطابق عوام کی شکایات پر فوری ایکشن لیا جا رہا ہے اور قانون کی عملداری یقینی بنائی جائے گی xyxy=(720,783,835,922)
section-header xyxy=(720,599,835,617)
gavel-icon xyxy=(81,37,99,52)
section-header xyxy=(366,1154,479,1172)
section-name: عبدالرؤف xyxy=(68,830,112,840)
article-body: عدالت میں سماعت کیلئے مقرر کیا گیا ہے فریقین کو ہدایت کی جاتی ہے کہ وہ مقررہ تاریخ پر صبح 8:30 بجے حاضر ہوں بصورت دیگر یکطرفہ کارروائی عمل میں لائی جائے گی اور فیصلہ سنا دیا جائے گا شہر کراچی کے مختلف علاقوں میں پولیس نے کارروائی کرتے ہوئے ملزمان کو گرفتار کرلیا جبکہ مقدمات درج کر کے تفتیش شروع کر دی گئی ہے حکام کے مطابق عوام کی شکایات پر فوری ایکشن لیا جا رہا ہے اور قانون کی عملداری یقینی بنائی جائے گی xyxy=(3,212,117,351)
court-notice-header xyxy=(3,28,117,60)
ads-rate: صرف 100 روپے فی سطر xyxy=(252,64,351,74)
article-body: عدالت میں سماعت کیلئے مقرر کیا گیا ہے فریقین کو ہدایت کی جاتی ہے کہ وہ مقررہ تاریخ پر صبح 8:30 بجے حاضر ہوں بصورت دیگر یکطرفہ کارروائی عمل میں لائی جائے گی اور فیصلہ سنا دیا جائے گا شہر کراچی کے مختلف علاقوں میں پولیس نے کارروائی کرتے ہوئے ملزمان کو گرفتار کرلیا جبکہ مقدمات درج کر کے تفتیش شروع کر دی گئی ہے حکام کے مطابق عوام کی شکایات پر فوری ایکشن لیا جا رہا ہے اور قانون کی عملداری یقینی بنائی جائے گی xyxy=(124,362,237,501)
continued-ref: (بقیہ صفحہ 2 نمبر 48) xyxy=(842,782,935,791)
section-name: محمد عارف xyxy=(656,1520,708,1530)
article-body: عدالت میں سماعت کیلئے مقرر کیا گیا ہے فریقین کو ہدایت کی جاتی ہے کہ وہ مقررہ تاریخ پر صبح 8:30 بجے حاضر ہوں بصورت دیگر یکطرفہ کارروائی عمل میں لائی جائے گی اور فیصلہ سنا دیا جائے گا شہر کراچی کے مختلف علاقوں میں پولیس نے کارروائی کرتے ہوئے ملزمان کو گرفتار کرلیا جبکہ مقدمات درج کر کے تفتیش شروع کر دی گئی ہے حکام کے مطابق عوام کی شکایات پر فوری ایکشن لیا جا رہا ہے اور قانون کی عملداری یقینی بنائی جائے گی xyxy=(842,641,957,780)
masthead xyxy=(0,0,960,22)
article-body: عدالت میں سماعت کیلئے مقرر کیا گیا ہے فریقین کو ہدایت کی جاتی ہے کہ وہ مقررہ تاریخ پر صبح 8:30 بجے حاضر ہوں بصورت دیگر یکطرفہ کارروائی عمل میں لائی جائے گی اور فیصلہ سنا دیا جائے گا شہر کراچی کے مختلف علاقوں میں پولیس نے کارروائی کرتے ہوئے ملزمان کو گرفتار کرلیا جبکہ مقدمات درج کر کے تفتیش شروع کر دی گئی ہے حکام کے مطابق عوام کی شکایات پر فوری ایکشن لیا جا رہا ہے اور قانون کی عملداری یقینی بنائی جائے گی xyxy=(124,512,237,651)
section-header xyxy=(842,621,957,639)
article-body: عدالت میں سماعت کیلئے مقرر کیا گیا ہے فریقین کو ہدایت کی جاتی ہے کہ وہ مقررہ تاریخ پر صبح 8:30 بجے حاضر ہوں بصورت دیگر یکطرفہ کارروائی عمل میں لائی جائے گی اور فیصلہ سنا دیا جائے گا شہر کراچی کے مختلف علاقوں میں پولیس نے کارروائی کرتے ہوئے ملزمان کو گرفتار کرلیا جبکہ مقدمات درج کر کے تفتیش شروع کر دی گئی ہے حکام کے مطابق عوام کی شکایات پر فوری ایکشن لیا جا رہا ہے اور قانون کی عملداری یقینی بنائی جائے گی xyxy=(244,425,359,564)
section-header xyxy=(842,796,957,814)
article-body: عدالت میں سماعت کیلئے مقرر کیا گیا ہے فریقین کو ہدایت کی جاتی ہے کہ وہ مقررہ تاریخ پر صبح 8:30 بجے حاضر ہوں بصورت دیگر یکطرفہ کارروائی عمل میں لائی جائے گی اور فیصلہ سنا دیا جائے گا شہر کراچی کے مختلف علاقوں میں پولیس نے کارروائی کرتے ہوئے ملزمان کو گرفتار کرلیا جبکہ مقدمات درج کر کے تفتیش شروع کر دی گئی ہے حکام کے مطابق عوام کی شکایات پر فوری ایکشن لیا جا رہا ہے اور قانون کی عملداری یقینی بنائی جائے گی xyxy=(720,619,835,758)
section-number: 9 xyxy=(609,1170,616,1184)
section-name: محمد حسین xyxy=(420,338,474,348)
article-body: عدالت میں سماعت کیلئے مقرر کیا گیا ہے فریقین کو ہدایت کی جاتی ہے کہ وہ مقررہ تاریخ پر صبح 8:30 بجے حاضر ہوں بصورت دیگر یکطرفہ کارروائی عمل میں لائی جائے گی اور فیصلہ سنا دیا جائے گا شہر کراچی کے مختلف علاقوں میں پولیس نے کارروائی کرتے ہوئے ملزمان کو گرفتار کرلیا جبکہ مقدمات درج کر کے تفتیش شروع کر دی گئی ہے حکام کے مطابق عوام کی شکایات پر فوری ایکشن لیا جا رہا ہے اور قانون کی عملداری یقینی بنائی جائے گی xyxy=(3,62,117,201)
